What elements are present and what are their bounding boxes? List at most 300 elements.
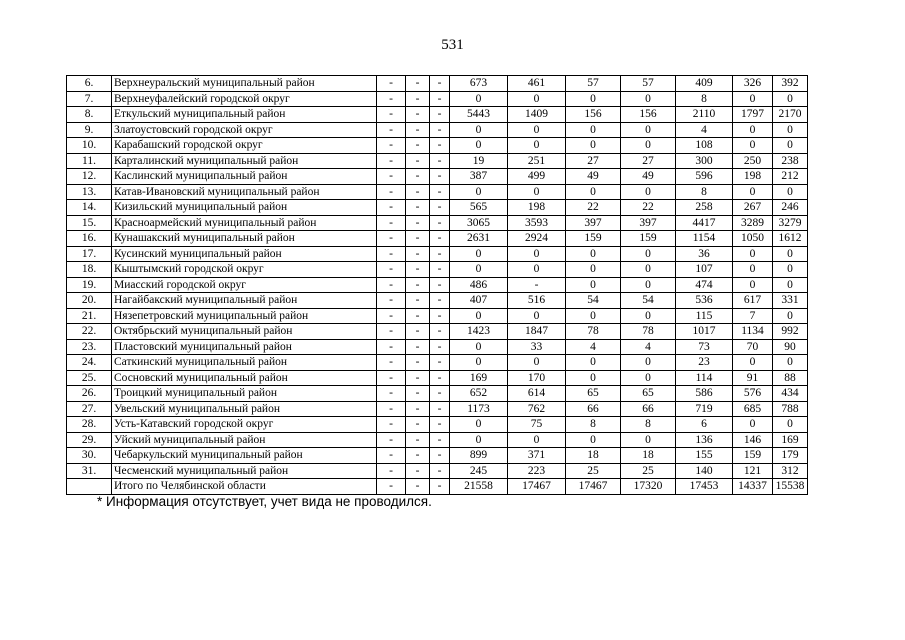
cell-v3: 22 bbox=[566, 200, 621, 216]
row-number: 26. bbox=[67, 386, 112, 402]
cell-v2: 198 bbox=[508, 200, 566, 216]
cell-c1: - bbox=[377, 479, 406, 495]
cell-v4: 0 bbox=[621, 91, 676, 107]
cell-v1: 0 bbox=[450, 91, 508, 107]
cell-c2: - bbox=[406, 231, 430, 247]
cell-v6: 3289 bbox=[733, 215, 773, 231]
cell-v2: 0 bbox=[508, 246, 566, 262]
municipality-name: Еткульский муниципальный район bbox=[112, 107, 377, 123]
cell-v3: 0 bbox=[566, 432, 621, 448]
cell-c1: - bbox=[377, 417, 406, 433]
cell-v1: 2631 bbox=[450, 231, 508, 247]
cell-v3: 0 bbox=[566, 122, 621, 138]
municipality-name: Чесменский муниципальный район bbox=[112, 463, 377, 479]
cell-v6: 91 bbox=[733, 370, 773, 386]
cell-v6: 1797 bbox=[733, 107, 773, 123]
cell-c1: - bbox=[377, 386, 406, 402]
cell-v5: 586 bbox=[676, 386, 733, 402]
cell-v4: 78 bbox=[621, 324, 676, 340]
row-number: 10. bbox=[67, 138, 112, 154]
cell-v1: 245 bbox=[450, 463, 508, 479]
cell-c1: - bbox=[377, 91, 406, 107]
cell-v4: 54 bbox=[621, 293, 676, 309]
cell-v2: 461 bbox=[508, 76, 566, 92]
cell-v7: 992 bbox=[773, 324, 808, 340]
cell-v2: 1847 bbox=[508, 324, 566, 340]
cell-c1: - bbox=[377, 293, 406, 309]
cell-v2: 614 bbox=[508, 386, 566, 402]
table-row bbox=[67, 231, 808, 247]
row-number: 19. bbox=[67, 277, 112, 293]
cell-v1: 0 bbox=[450, 138, 508, 154]
cell-v7: 392 bbox=[773, 76, 808, 92]
cell-v1: 19 bbox=[450, 153, 508, 169]
row-number: 24. bbox=[67, 355, 112, 371]
cell-c2: - bbox=[406, 215, 430, 231]
row-number: 15. bbox=[67, 215, 112, 231]
cell-v7: 788 bbox=[773, 401, 808, 417]
cell-v2: - bbox=[508, 277, 566, 293]
cell-c3: - bbox=[430, 417, 450, 433]
cell-v5: 1154 bbox=[676, 231, 733, 247]
table-row bbox=[67, 432, 808, 448]
cell-v7: 312 bbox=[773, 463, 808, 479]
cell-v5: 8 bbox=[676, 91, 733, 107]
cell-v7: 3279 bbox=[773, 215, 808, 231]
cell-c3: - bbox=[430, 355, 450, 371]
cell-v1: 1423 bbox=[450, 324, 508, 340]
cell-c2: - bbox=[406, 184, 430, 200]
municipality-name: Карталинский муниципальный район bbox=[112, 153, 377, 169]
cell-v7: 0 bbox=[773, 122, 808, 138]
cell-v7: 169 bbox=[773, 432, 808, 448]
cell-v4: 22 bbox=[621, 200, 676, 216]
cell-c1: - bbox=[377, 448, 406, 464]
cell-c1: - bbox=[377, 215, 406, 231]
cell-c1: - bbox=[377, 277, 406, 293]
cell-v5: 1017 bbox=[676, 324, 733, 340]
cell-v3: 25 bbox=[566, 463, 621, 479]
cell-v7: 0 bbox=[773, 355, 808, 371]
table-row bbox=[67, 370, 808, 386]
cell-v2: 17467 bbox=[508, 479, 566, 495]
cell-v6: 326 bbox=[733, 76, 773, 92]
table-row bbox=[67, 277, 808, 293]
row-number: 22. bbox=[67, 324, 112, 340]
table-row bbox=[67, 184, 808, 200]
cell-v2: 762 bbox=[508, 401, 566, 417]
cell-v2: 75 bbox=[508, 417, 566, 433]
cell-c2: - bbox=[406, 308, 430, 324]
municipality-name: Каслинский муниципальный район bbox=[112, 169, 377, 185]
cell-v6: 0 bbox=[733, 138, 773, 154]
cell-v4: 0 bbox=[621, 355, 676, 371]
cell-v4: 0 bbox=[621, 184, 676, 200]
cell-c3: - bbox=[430, 122, 450, 138]
cell-c2: - bbox=[406, 355, 430, 371]
cell-v1: 21558 bbox=[450, 479, 508, 495]
cell-c2: - bbox=[406, 122, 430, 138]
cell-v4: 8 bbox=[621, 417, 676, 433]
cell-c3: - bbox=[430, 401, 450, 417]
cell-c1: - bbox=[377, 200, 406, 216]
municipality-name: Итого по Челябинской области bbox=[112, 479, 377, 495]
cell-v2: 0 bbox=[508, 308, 566, 324]
cell-c1: - bbox=[377, 324, 406, 340]
cell-v1: 486 bbox=[450, 277, 508, 293]
cell-v3: 18 bbox=[566, 448, 621, 464]
cell-v2: 0 bbox=[508, 138, 566, 154]
cell-c2: - bbox=[406, 479, 430, 495]
cell-v2: 0 bbox=[508, 184, 566, 200]
cell-c3: - bbox=[430, 448, 450, 464]
cell-v1: 5443 bbox=[450, 107, 508, 123]
row-number: 20. bbox=[67, 293, 112, 309]
cell-v2: 499 bbox=[508, 169, 566, 185]
cell-c1: - bbox=[377, 308, 406, 324]
cell-v2: 0 bbox=[508, 432, 566, 448]
cell-v7: 0 bbox=[773, 246, 808, 262]
cell-v7: 179 bbox=[773, 448, 808, 464]
cell-v5: 107 bbox=[676, 262, 733, 278]
cell-c1: - bbox=[377, 122, 406, 138]
cell-c3: - bbox=[430, 169, 450, 185]
row-number: 16. bbox=[67, 231, 112, 247]
cell-v1: 0 bbox=[450, 246, 508, 262]
cell-c1: - bbox=[377, 169, 406, 185]
cell-v4: 0 bbox=[621, 432, 676, 448]
cell-v4: 159 bbox=[621, 231, 676, 247]
cell-v5: 8 bbox=[676, 184, 733, 200]
cell-c3: - bbox=[430, 231, 450, 247]
page-number: 531 bbox=[441, 37, 464, 53]
municipality-name: Нагайбакский муниципальный район bbox=[112, 293, 377, 309]
cell-v7: 246 bbox=[773, 200, 808, 216]
cell-v1: 0 bbox=[450, 339, 508, 355]
cell-v7: 15538 bbox=[773, 479, 808, 495]
table-row bbox=[67, 448, 808, 464]
cell-v6: 159 bbox=[733, 448, 773, 464]
municipality-name: Миасский городской округ bbox=[112, 277, 377, 293]
cell-c2: - bbox=[406, 370, 430, 386]
cell-v5: 596 bbox=[676, 169, 733, 185]
cell-v3: 49 bbox=[566, 169, 621, 185]
cell-v4: 0 bbox=[621, 262, 676, 278]
cell-v5: 6 bbox=[676, 417, 733, 433]
cell-v5: 258 bbox=[676, 200, 733, 216]
cell-v1: 0 bbox=[450, 308, 508, 324]
cell-v1: 652 bbox=[450, 386, 508, 402]
table-row bbox=[67, 293, 808, 309]
cell-v1: 0 bbox=[450, 355, 508, 371]
cell-c3: - bbox=[430, 184, 450, 200]
cell-v4: 4 bbox=[621, 339, 676, 355]
cell-v6: 14337 bbox=[733, 479, 773, 495]
cell-v3: 0 bbox=[566, 355, 621, 371]
cell-v6: 617 bbox=[733, 293, 773, 309]
cell-v3: 66 bbox=[566, 401, 621, 417]
municipality-name: Сосновский муниципальный район bbox=[112, 370, 377, 386]
statistics-table bbox=[66, 75, 808, 495]
cell-v4: 0 bbox=[621, 370, 676, 386]
table-row bbox=[67, 107, 808, 123]
cell-c1: - bbox=[377, 76, 406, 92]
row-number: 6. bbox=[67, 76, 112, 92]
cell-c2: - bbox=[406, 91, 430, 107]
cell-c3: - bbox=[430, 262, 450, 278]
cell-c1: - bbox=[377, 339, 406, 355]
cell-v2: 3593 bbox=[508, 215, 566, 231]
cell-c1: - bbox=[377, 463, 406, 479]
cell-v6: 250 bbox=[733, 153, 773, 169]
cell-v1: 0 bbox=[450, 184, 508, 200]
row-number: 31. bbox=[67, 463, 112, 479]
cell-v6: 267 bbox=[733, 200, 773, 216]
table-body bbox=[67, 76, 808, 495]
cell-c3: - bbox=[430, 463, 450, 479]
municipality-name: Пластовский муниципальный район bbox=[112, 339, 377, 355]
municipality-name: Катав-Ивановский муниципальный район bbox=[112, 184, 377, 200]
cell-c2: - bbox=[406, 417, 430, 433]
cell-v6: 685 bbox=[733, 401, 773, 417]
cell-c3: - bbox=[430, 153, 450, 169]
cell-v6: 0 bbox=[733, 122, 773, 138]
cell-v4: 27 bbox=[621, 153, 676, 169]
cell-v2: 0 bbox=[508, 262, 566, 278]
table-row bbox=[67, 417, 808, 433]
cell-c1: - bbox=[377, 153, 406, 169]
cell-c1: - bbox=[377, 401, 406, 417]
cell-c2: - bbox=[406, 386, 430, 402]
cell-v3: 397 bbox=[566, 215, 621, 231]
cell-c2: - bbox=[406, 169, 430, 185]
table-row bbox=[67, 91, 808, 107]
row-number bbox=[67, 479, 112, 495]
cell-v7: 0 bbox=[773, 417, 808, 433]
cell-v5: 155 bbox=[676, 448, 733, 464]
cell-v1: 0 bbox=[450, 432, 508, 448]
cell-c2: - bbox=[406, 448, 430, 464]
cell-v3: 0 bbox=[566, 246, 621, 262]
cell-v2: 1409 bbox=[508, 107, 566, 123]
cell-v7: 88 bbox=[773, 370, 808, 386]
cell-v5: 140 bbox=[676, 463, 733, 479]
municipality-name: Увельский муниципальный район bbox=[112, 401, 377, 417]
cell-c2: - bbox=[406, 324, 430, 340]
cell-v3: 0 bbox=[566, 370, 621, 386]
cell-c3: - bbox=[430, 293, 450, 309]
municipality-name: Троицкий муниципальный район bbox=[112, 386, 377, 402]
cell-v3: 54 bbox=[566, 293, 621, 309]
cell-v5: 115 bbox=[676, 308, 733, 324]
row-number: 23. bbox=[67, 339, 112, 355]
row-number: 13. bbox=[67, 184, 112, 200]
cell-v2: 2924 bbox=[508, 231, 566, 247]
cell-c1: - bbox=[377, 262, 406, 278]
cell-v6: 0 bbox=[733, 277, 773, 293]
cell-v5: 73 bbox=[676, 339, 733, 355]
row-number: 25. bbox=[67, 370, 112, 386]
cell-v4: 0 bbox=[621, 138, 676, 154]
cell-c1: - bbox=[377, 184, 406, 200]
cell-v1: 565 bbox=[450, 200, 508, 216]
table-row bbox=[67, 153, 808, 169]
cell-v1: 3065 bbox=[450, 215, 508, 231]
cell-c3: - bbox=[430, 308, 450, 324]
cell-v5: 136 bbox=[676, 432, 733, 448]
table-row bbox=[67, 324, 808, 340]
cell-v2: 516 bbox=[508, 293, 566, 309]
cell-v7: 0 bbox=[773, 262, 808, 278]
cell-v4: 0 bbox=[621, 277, 676, 293]
cell-c2: - bbox=[406, 339, 430, 355]
cell-v1: 407 bbox=[450, 293, 508, 309]
cell-v4: 0 bbox=[621, 308, 676, 324]
row-number: 7. bbox=[67, 91, 112, 107]
cell-c1: - bbox=[377, 432, 406, 448]
cell-v3: 156 bbox=[566, 107, 621, 123]
cell-c1: - bbox=[377, 355, 406, 371]
cell-v2: 251 bbox=[508, 153, 566, 169]
cell-c3: - bbox=[430, 432, 450, 448]
cell-v7: 0 bbox=[773, 184, 808, 200]
cell-v2: 0 bbox=[508, 91, 566, 107]
cell-v4: 0 bbox=[621, 246, 676, 262]
cell-c3: - bbox=[430, 370, 450, 386]
table-row bbox=[67, 262, 808, 278]
cell-c2: - bbox=[406, 293, 430, 309]
table-row bbox=[67, 138, 808, 154]
footnote: * Информация отсутствует, учет вида не проводился. bbox=[97, 494, 432, 509]
cell-v5: 409 bbox=[676, 76, 733, 92]
cell-v5: 4417 bbox=[676, 215, 733, 231]
cell-v4: 65 bbox=[621, 386, 676, 402]
cell-c2: - bbox=[406, 138, 430, 154]
table-row bbox=[67, 308, 808, 324]
cell-v5: 719 bbox=[676, 401, 733, 417]
cell-v6: 198 bbox=[733, 169, 773, 185]
cell-v3: 8 bbox=[566, 417, 621, 433]
municipality-name: Кизильский муниципальный район bbox=[112, 200, 377, 216]
cell-c3: - bbox=[430, 76, 450, 92]
cell-c3: - bbox=[430, 91, 450, 107]
cell-v4: 18 bbox=[621, 448, 676, 464]
cell-c2: - bbox=[406, 200, 430, 216]
cell-v7: 0 bbox=[773, 308, 808, 324]
cell-v4: 156 bbox=[621, 107, 676, 123]
cell-c1: - bbox=[377, 138, 406, 154]
cell-v5: 108 bbox=[676, 138, 733, 154]
municipality-name: Октябрьский муниципальный район bbox=[112, 324, 377, 340]
cell-v7: 212 bbox=[773, 169, 808, 185]
cell-v3: 0 bbox=[566, 91, 621, 107]
cell-c3: - bbox=[430, 200, 450, 216]
cell-v3: 57 bbox=[566, 76, 621, 92]
table-row bbox=[67, 200, 808, 216]
municipality-name: Верхнеуральский муниципальный район bbox=[112, 76, 377, 92]
cell-v3: 159 bbox=[566, 231, 621, 247]
cell-v7: 90 bbox=[773, 339, 808, 355]
cell-c3: - bbox=[430, 107, 450, 123]
cell-v6: 0 bbox=[733, 246, 773, 262]
table-row bbox=[67, 401, 808, 417]
cell-v5: 36 bbox=[676, 246, 733, 262]
municipality-name: Кусинский муниципальный район bbox=[112, 246, 377, 262]
cell-c1: - bbox=[377, 246, 406, 262]
cell-v3: 0 bbox=[566, 184, 621, 200]
cell-v6: 7 bbox=[733, 308, 773, 324]
cell-c2: - bbox=[406, 277, 430, 293]
table-row bbox=[67, 463, 808, 479]
cell-v2: 0 bbox=[508, 355, 566, 371]
cell-v1: 0 bbox=[450, 262, 508, 278]
cell-c3: - bbox=[430, 339, 450, 355]
municipality-name: Усть-Катавский городской округ bbox=[112, 417, 377, 433]
cell-v6: 1050 bbox=[733, 231, 773, 247]
table-row bbox=[67, 76, 808, 92]
cell-v5: 300 bbox=[676, 153, 733, 169]
cell-v3: 0 bbox=[566, 277, 621, 293]
cell-v6: 0 bbox=[733, 91, 773, 107]
table-row bbox=[67, 386, 808, 402]
cell-c3: - bbox=[430, 138, 450, 154]
cell-v4: 0 bbox=[621, 122, 676, 138]
cell-c3: - bbox=[430, 277, 450, 293]
row-number: 30. bbox=[67, 448, 112, 464]
row-number: 29. bbox=[67, 432, 112, 448]
cell-v1: 0 bbox=[450, 122, 508, 138]
cell-v6: 0 bbox=[733, 262, 773, 278]
municipality-name: Красноармейский муниципальный район bbox=[112, 215, 377, 231]
row-number: 9. bbox=[67, 122, 112, 138]
cell-v5: 2110 bbox=[676, 107, 733, 123]
cell-v2: 223 bbox=[508, 463, 566, 479]
cell-v3: 78 bbox=[566, 324, 621, 340]
municipality-name: Кунашакский муниципальный район bbox=[112, 231, 377, 247]
row-number: 8. bbox=[67, 107, 112, 123]
cell-v5: 4 bbox=[676, 122, 733, 138]
cell-v1: 673 bbox=[450, 76, 508, 92]
cell-v5: 536 bbox=[676, 293, 733, 309]
row-number: 12. bbox=[67, 169, 112, 185]
row-number: 21. bbox=[67, 308, 112, 324]
cell-v4: 66 bbox=[621, 401, 676, 417]
cell-c2: - bbox=[406, 401, 430, 417]
cell-v1: 899 bbox=[450, 448, 508, 464]
cell-v3: 0 bbox=[566, 262, 621, 278]
cell-v2: 170 bbox=[508, 370, 566, 386]
cell-v5: 474 bbox=[676, 277, 733, 293]
cell-c2: - bbox=[406, 262, 430, 278]
row-number: 11. bbox=[67, 153, 112, 169]
cell-c3: - bbox=[430, 386, 450, 402]
cell-v3: 4 bbox=[566, 339, 621, 355]
municipality-name: Нязепетровский муниципальный район bbox=[112, 308, 377, 324]
cell-c1: - bbox=[377, 231, 406, 247]
cell-v2: 371 bbox=[508, 448, 566, 464]
municipality-name: Чебаркульский муниципальный район bbox=[112, 448, 377, 464]
cell-v5: 23 bbox=[676, 355, 733, 371]
cell-c2: - bbox=[406, 432, 430, 448]
municipality-name: Верхнеуфалейский городской округ bbox=[112, 91, 377, 107]
row-number: 28. bbox=[67, 417, 112, 433]
cell-v4: 397 bbox=[621, 215, 676, 231]
cell-c3: - bbox=[430, 246, 450, 262]
cell-c2: - bbox=[406, 246, 430, 262]
cell-v2: 0 bbox=[508, 122, 566, 138]
cell-c2: - bbox=[406, 153, 430, 169]
cell-v4: 25 bbox=[621, 463, 676, 479]
